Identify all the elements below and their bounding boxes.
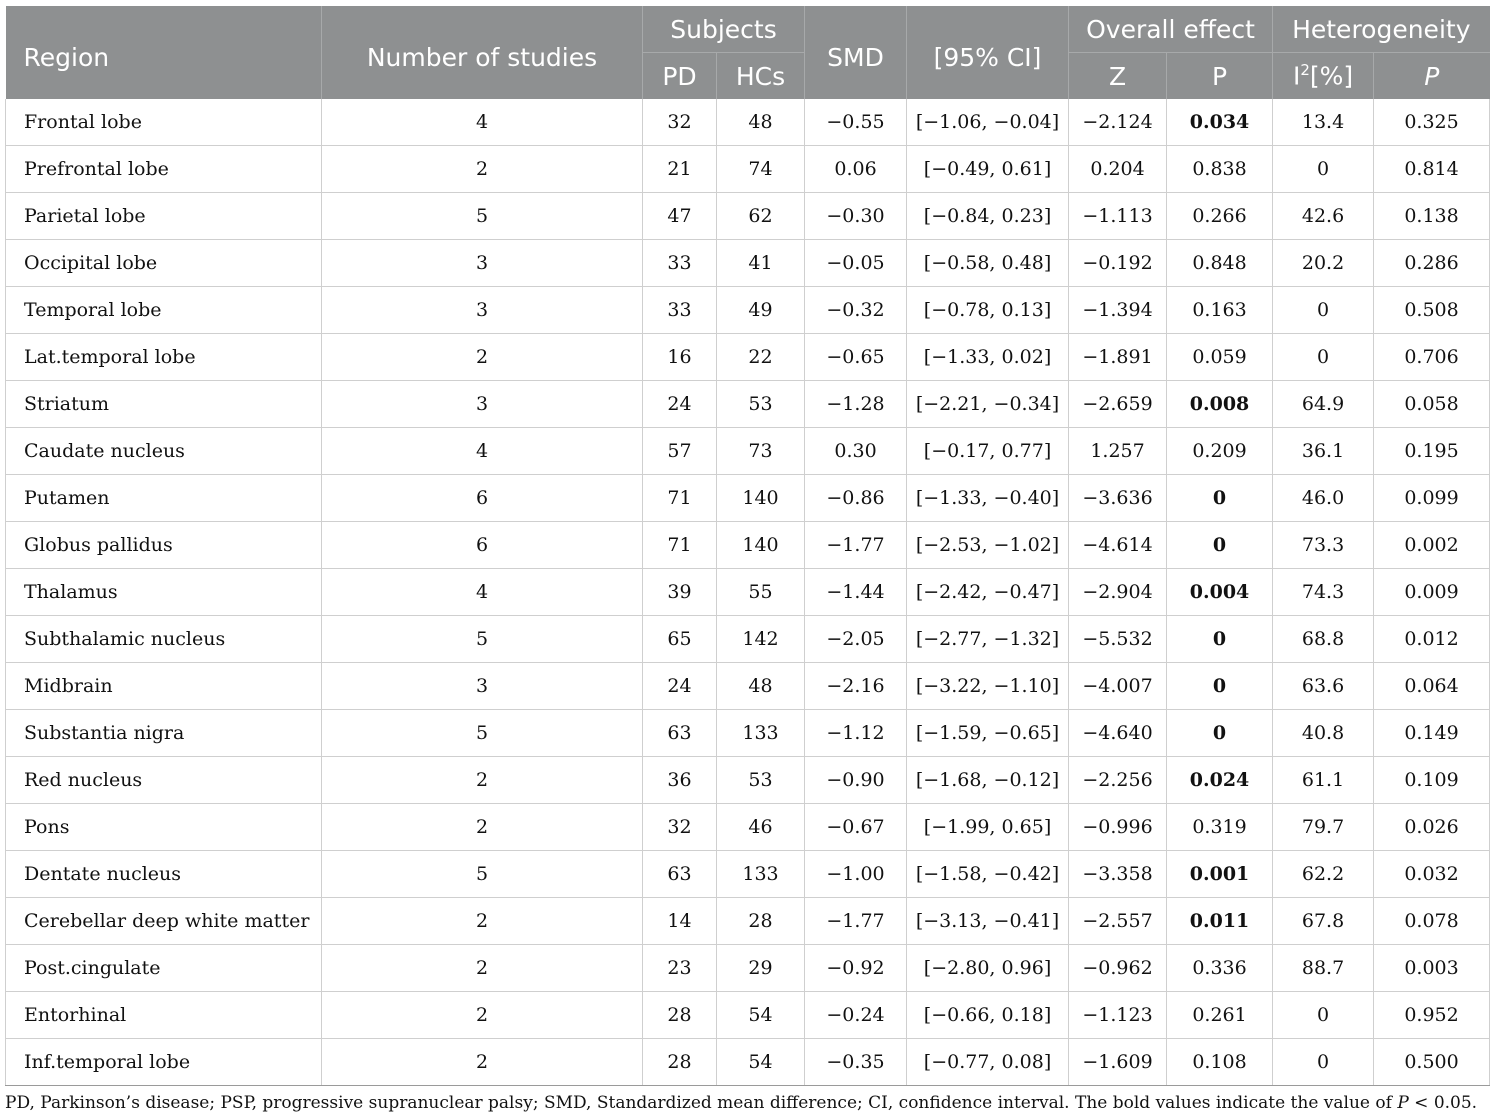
smd-cell: −0.55 xyxy=(805,99,907,146)
table-row xyxy=(6,851,1490,898)
table-row xyxy=(6,428,1490,475)
studies-cell: 5 xyxy=(322,851,643,898)
region-cell: Lat.temporal lobe xyxy=(6,334,322,381)
region-cell: Occipital lobe xyxy=(6,240,322,287)
region-cell: Post.cingulate xyxy=(6,945,322,992)
pd-cell: 28 xyxy=(643,1039,717,1086)
ci-cell: [−1.59, −0.65] xyxy=(907,710,1069,757)
region-cell: Frontal lobe xyxy=(6,99,322,146)
p-value-cell: 0.848 xyxy=(1167,240,1273,287)
studies-cell: 4 xyxy=(322,99,643,146)
z-cell: −0.192 xyxy=(1069,240,1167,287)
smd-cell: −0.05 xyxy=(805,240,907,287)
p-value-cell: 0.209 xyxy=(1167,428,1273,475)
pd-cell: 33 xyxy=(643,240,717,287)
p-het-cell: 0.058 xyxy=(1374,381,1490,428)
studies-cell: 3 xyxy=(322,663,643,710)
region-cell: Subthalamic nucleus xyxy=(6,616,322,663)
studies-cell: 2 xyxy=(322,804,643,851)
pd-cell: 21 xyxy=(643,146,717,193)
studies-cell: 3 xyxy=(322,381,643,428)
pd-cell: 71 xyxy=(643,475,717,522)
studies-cell: 2 xyxy=(322,334,643,381)
z-cell: −0.996 xyxy=(1069,804,1167,851)
p-het-cell: 0.814 xyxy=(1374,146,1490,193)
hcs-cell: 55 xyxy=(717,569,805,616)
i2-cell: 36.1 xyxy=(1273,428,1374,475)
i2-cell: 74.3 xyxy=(1273,569,1374,616)
ci-cell: [−3.22, −1.10] xyxy=(907,663,1069,710)
smd-cell: −0.24 xyxy=(805,992,907,1039)
z-cell: −1.891 xyxy=(1069,334,1167,381)
p-het-cell: 0.325 xyxy=(1374,99,1490,146)
hcs-cell: 54 xyxy=(717,992,805,1039)
ci-cell: [−1.68, −0.12] xyxy=(907,757,1069,804)
smd-cell: −0.86 xyxy=(805,475,907,522)
p-het-cell: 0.099 xyxy=(1374,475,1490,522)
p-het-cell: 0.286 xyxy=(1374,240,1490,287)
smd-cell: −1.44 xyxy=(805,569,907,616)
smd-cell: 0.06 xyxy=(805,146,907,193)
pd-cell: 39 xyxy=(643,569,717,616)
header-pd: PD xyxy=(643,53,717,100)
i2-cell: 0 xyxy=(1273,992,1374,1039)
hcs-cell: 48 xyxy=(717,663,805,710)
header-studies: Number of studies xyxy=(322,6,643,99)
smd-cell: −0.32 xyxy=(805,287,907,334)
region-cell: Red nucleus xyxy=(6,757,322,804)
ci-cell: [−1.33, −0.40] xyxy=(907,475,1069,522)
results-table xyxy=(5,6,1490,1086)
hcs-cell: 140 xyxy=(717,522,805,569)
smd-cell: −0.90 xyxy=(805,757,907,804)
hcs-cell: 53 xyxy=(717,381,805,428)
z-cell: −2.124 xyxy=(1069,99,1167,146)
header-smd: SMD xyxy=(805,6,907,99)
region-cell: Parietal lobe xyxy=(6,193,322,240)
region-cell: Thalamus xyxy=(6,569,322,616)
studies-cell: 3 xyxy=(322,287,643,334)
p-het-cell: 0.706 xyxy=(1374,334,1490,381)
i2-cell: 0 xyxy=(1273,1039,1374,1086)
header-region: Region xyxy=(6,6,322,99)
p-het-cell: 0.078 xyxy=(1374,898,1490,945)
i2-cell: 61.1 xyxy=(1273,757,1374,804)
z-cell: −5.532 xyxy=(1069,616,1167,663)
hcs-cell: 29 xyxy=(717,945,805,992)
hcs-cell: 74 xyxy=(717,146,805,193)
hcs-cell: 53 xyxy=(717,757,805,804)
ci-cell: [−0.78, 0.13] xyxy=(907,287,1069,334)
table-row xyxy=(6,522,1490,569)
studies-cell: 5 xyxy=(322,616,643,663)
header-i2-rest: [%] xyxy=(1309,61,1354,91)
ci-cell: [−1.33, 0.02] xyxy=(907,334,1069,381)
table-body xyxy=(6,99,1490,1086)
smd-cell: −2.05 xyxy=(805,616,907,663)
pd-cell: 71 xyxy=(643,522,717,569)
studies-cell: 4 xyxy=(322,569,643,616)
ci-cell: [−2.21, −0.34] xyxy=(907,381,1069,428)
p-value-cell: 0.008 xyxy=(1167,381,1273,428)
hcs-cell: 22 xyxy=(717,334,805,381)
ci-cell: [−0.17, 0.77] xyxy=(907,428,1069,475)
ci-cell: [−3.13, −0.41] xyxy=(907,898,1069,945)
table-row xyxy=(6,287,1490,334)
region-cell: Globus pallidus xyxy=(6,522,322,569)
header-heterogeneity: Heterogeneity xyxy=(1273,6,1490,53)
p-value-cell: 0.336 xyxy=(1167,945,1273,992)
p-value-cell: 0.004 xyxy=(1167,569,1273,616)
i2-cell: 0 xyxy=(1273,334,1374,381)
studies-cell: 2 xyxy=(322,757,643,804)
studies-cell: 2 xyxy=(322,992,643,1039)
pd-cell: 33 xyxy=(643,287,717,334)
table-row xyxy=(6,334,1490,381)
pd-cell: 63 xyxy=(643,710,717,757)
hcs-cell: 41 xyxy=(717,240,805,287)
footnote-text: PD, Parkinson’s disease; PSP, progressive supranuclear palsy; SMD, Standardized mean difference; CI, confidence interval. The bold values indicate the value of xyxy=(5,1093,1398,1113)
i2-cell: 40.8 xyxy=(1273,710,1374,757)
header-ci: [95% CI] xyxy=(907,6,1069,99)
ci-cell: [−1.58, −0.42] xyxy=(907,851,1069,898)
ci-cell: [−0.58, 0.48] xyxy=(907,240,1069,287)
table-row xyxy=(6,663,1490,710)
p-het-cell: 0.508 xyxy=(1374,287,1490,334)
p-value-cell: 0.059 xyxy=(1167,334,1273,381)
hcs-cell: 28 xyxy=(717,898,805,945)
p-het-cell: 0.138 xyxy=(1374,193,1490,240)
hcs-cell: 49 xyxy=(717,287,805,334)
p-value-cell: 0.163 xyxy=(1167,287,1273,334)
header-hcs: HCs xyxy=(717,53,805,100)
i2-cell: 67.8 xyxy=(1273,898,1374,945)
region-cell: Caudate nucleus xyxy=(6,428,322,475)
header-overall-effect: Overall effect xyxy=(1069,6,1273,53)
table-row xyxy=(6,992,1490,1039)
pd-cell: 36 xyxy=(643,757,717,804)
z-cell: −1.609 xyxy=(1069,1039,1167,1086)
p-value-cell: 0.261 xyxy=(1167,992,1273,1039)
region-cell: Putamen xyxy=(6,475,322,522)
studies-cell: 4 xyxy=(322,428,643,475)
studies-cell: 2 xyxy=(322,1039,643,1086)
i2-cell: 0 xyxy=(1273,287,1374,334)
region-cell: Cerebellar deep white matter xyxy=(6,898,322,945)
ci-cell: [−0.84, 0.23] xyxy=(907,193,1069,240)
z-cell: −3.636 xyxy=(1069,475,1167,522)
i2-cell: 73.3 xyxy=(1273,522,1374,569)
i2-cell: 79.7 xyxy=(1273,804,1374,851)
studies-cell: 5 xyxy=(322,193,643,240)
p-value-cell: 0 xyxy=(1167,663,1273,710)
p-value-cell: 0 xyxy=(1167,616,1273,663)
smd-cell: −1.28 xyxy=(805,381,907,428)
p-value-cell: 0.838 xyxy=(1167,146,1273,193)
studies-cell: 2 xyxy=(322,945,643,992)
footnote-threshold: < 0.05. xyxy=(1408,1093,1478,1113)
pd-cell: 32 xyxy=(643,99,717,146)
hcs-cell: 133 xyxy=(717,710,805,757)
hcs-cell: 140 xyxy=(717,475,805,522)
ci-cell: [−1.06, −0.04] xyxy=(907,99,1069,146)
header-i2 xyxy=(1273,53,1374,100)
p-het-cell: 0.003 xyxy=(1374,945,1490,992)
p-het-cell: 0.009 xyxy=(1374,569,1490,616)
studies-cell: 5 xyxy=(322,710,643,757)
z-cell: −2.256 xyxy=(1069,757,1167,804)
pd-cell: 65 xyxy=(643,616,717,663)
table-footnote xyxy=(5,1093,1477,1113)
z-cell: −1.123 xyxy=(1069,992,1167,1039)
table-row xyxy=(6,945,1490,992)
hcs-cell: 62 xyxy=(717,193,805,240)
smd-cell: −1.12 xyxy=(805,710,907,757)
z-cell: −3.358 xyxy=(1069,851,1167,898)
table-row xyxy=(6,757,1490,804)
i2-cell: 62.2 xyxy=(1273,851,1374,898)
table-row xyxy=(6,381,1490,428)
p-het-cell: 0.109 xyxy=(1374,757,1490,804)
table-header xyxy=(6,6,1490,99)
region-cell: Substantia nigra xyxy=(6,710,322,757)
table-row xyxy=(6,146,1490,193)
p-het-cell: 0.149 xyxy=(1374,710,1490,757)
region-cell: Prefrontal lobe xyxy=(6,146,322,193)
p-het-cell: 0.032 xyxy=(1374,851,1490,898)
pd-cell: 57 xyxy=(643,428,717,475)
smd-cell: −0.30 xyxy=(805,193,907,240)
p-value-cell: 0.001 xyxy=(1167,851,1273,898)
smd-cell: 0.30 xyxy=(805,428,907,475)
region-cell: Midbrain xyxy=(6,663,322,710)
i2-cell: 63.6 xyxy=(1273,663,1374,710)
studies-cell: 2 xyxy=(322,898,643,945)
table-row xyxy=(6,99,1490,146)
pd-cell: 63 xyxy=(643,851,717,898)
z-cell: −4.614 xyxy=(1069,522,1167,569)
z-cell: −2.557 xyxy=(1069,898,1167,945)
hcs-cell: 54 xyxy=(717,1039,805,1086)
hcs-cell: 46 xyxy=(717,804,805,851)
studies-cell: 2 xyxy=(322,146,643,193)
header-i2-base: I xyxy=(1292,61,1301,91)
table-row xyxy=(6,616,1490,663)
ci-cell: [−2.53, −1.02] xyxy=(907,522,1069,569)
table-row xyxy=(6,1039,1490,1086)
region-cell: Dentate nucleus xyxy=(6,851,322,898)
hcs-cell: 133 xyxy=(717,851,805,898)
header-p: P xyxy=(1167,53,1273,100)
ci-cell: [−2.80, 0.96] xyxy=(907,945,1069,992)
p-value-cell: 0.266 xyxy=(1167,193,1273,240)
pd-cell: 32 xyxy=(643,804,717,851)
pd-cell: 24 xyxy=(643,663,717,710)
p-het-cell: 0.952 xyxy=(1374,992,1490,1039)
studies-cell: 6 xyxy=(322,475,643,522)
p-value-cell: 0.011 xyxy=(1167,898,1273,945)
z-cell: −0.962 xyxy=(1069,945,1167,992)
table-row xyxy=(6,898,1490,945)
p-het-cell: 0.026 xyxy=(1374,804,1490,851)
table-row xyxy=(6,569,1490,616)
hcs-cell: 48 xyxy=(717,99,805,146)
p-het-cell: 0.500 xyxy=(1374,1039,1490,1086)
p-value-cell: 0.108 xyxy=(1167,1039,1273,1086)
i2-cell: 46.0 xyxy=(1273,475,1374,522)
z-cell: 0.204 xyxy=(1069,146,1167,193)
i2-cell: 64.9 xyxy=(1273,381,1374,428)
ci-cell: [−2.77, −1.32] xyxy=(907,616,1069,663)
header-p-het: P xyxy=(1374,53,1490,100)
table-row xyxy=(6,710,1490,757)
smd-cell: −0.67 xyxy=(805,804,907,851)
z-cell: −2.659 xyxy=(1069,381,1167,428)
smd-cell: −0.65 xyxy=(805,334,907,381)
ci-cell: [−0.77, 0.08] xyxy=(907,1039,1069,1086)
pd-cell: 28 xyxy=(643,992,717,1039)
p-value-cell: 0 xyxy=(1167,522,1273,569)
region-cell: Entorhinal xyxy=(6,992,322,1039)
studies-cell: 3 xyxy=(322,240,643,287)
i2-cell: 20.2 xyxy=(1273,240,1374,287)
studies-cell: 6 xyxy=(322,522,643,569)
i2-cell: 13.4 xyxy=(1273,99,1374,146)
p-het-cell: 0.012 xyxy=(1374,616,1490,663)
table-row xyxy=(6,804,1490,851)
z-cell: −4.640 xyxy=(1069,710,1167,757)
smd-cell: −1.77 xyxy=(805,898,907,945)
hcs-cell: 142 xyxy=(717,616,805,663)
table-row xyxy=(6,240,1490,287)
smd-cell: −0.35 xyxy=(805,1039,907,1086)
z-cell: 1.257 xyxy=(1069,428,1167,475)
region-cell: Inf.temporal lobe xyxy=(6,1039,322,1086)
p-het-cell: 0.064 xyxy=(1374,663,1490,710)
region-cell: Temporal lobe xyxy=(6,287,322,334)
hcs-cell: 73 xyxy=(717,428,805,475)
i2-cell: 68.8 xyxy=(1273,616,1374,663)
pd-cell: 24 xyxy=(643,381,717,428)
header-i2-sup: 2 xyxy=(1300,61,1310,80)
region-cell: Striatum xyxy=(6,381,322,428)
ci-cell: [−0.49, 0.61] xyxy=(907,146,1069,193)
smd-cell: −0.92 xyxy=(805,945,907,992)
footnote-p-symbol: P xyxy=(1397,1093,1409,1113)
ci-cell: [−2.42, −0.47] xyxy=(907,569,1069,616)
header-subjects: Subjects xyxy=(643,6,805,53)
z-cell: −2.904 xyxy=(1069,569,1167,616)
pd-cell: 47 xyxy=(643,193,717,240)
p-value-cell: 0 xyxy=(1167,710,1273,757)
i2-cell: 42.6 xyxy=(1273,193,1374,240)
z-cell: −1.394 xyxy=(1069,287,1167,334)
pd-cell: 16 xyxy=(643,334,717,381)
p-value-cell: 0.319 xyxy=(1167,804,1273,851)
p-het-cell: 0.195 xyxy=(1374,428,1490,475)
ci-cell: [−0.66, 0.18] xyxy=(907,992,1069,1039)
pd-cell: 23 xyxy=(643,945,717,992)
smd-cell: −1.00 xyxy=(805,851,907,898)
header-z: Z xyxy=(1069,53,1167,100)
table-row xyxy=(6,475,1490,522)
p-het-cell: 0.002 xyxy=(1374,522,1490,569)
pd-cell: 14 xyxy=(643,898,717,945)
p-value-cell: 0 xyxy=(1167,475,1273,522)
p-value-cell: 0.024 xyxy=(1167,757,1273,804)
region-cell: Pons xyxy=(6,804,322,851)
ci-cell: [−1.99, 0.65] xyxy=(907,804,1069,851)
p-value-cell: 0.034 xyxy=(1167,99,1273,146)
table-row xyxy=(6,193,1490,240)
i2-cell: 0 xyxy=(1273,146,1374,193)
smd-cell: −2.16 xyxy=(805,663,907,710)
i2-cell: 88.7 xyxy=(1273,945,1374,992)
z-cell: −4.007 xyxy=(1069,663,1167,710)
smd-cell: −1.77 xyxy=(805,522,907,569)
z-cell: −1.113 xyxy=(1069,193,1167,240)
